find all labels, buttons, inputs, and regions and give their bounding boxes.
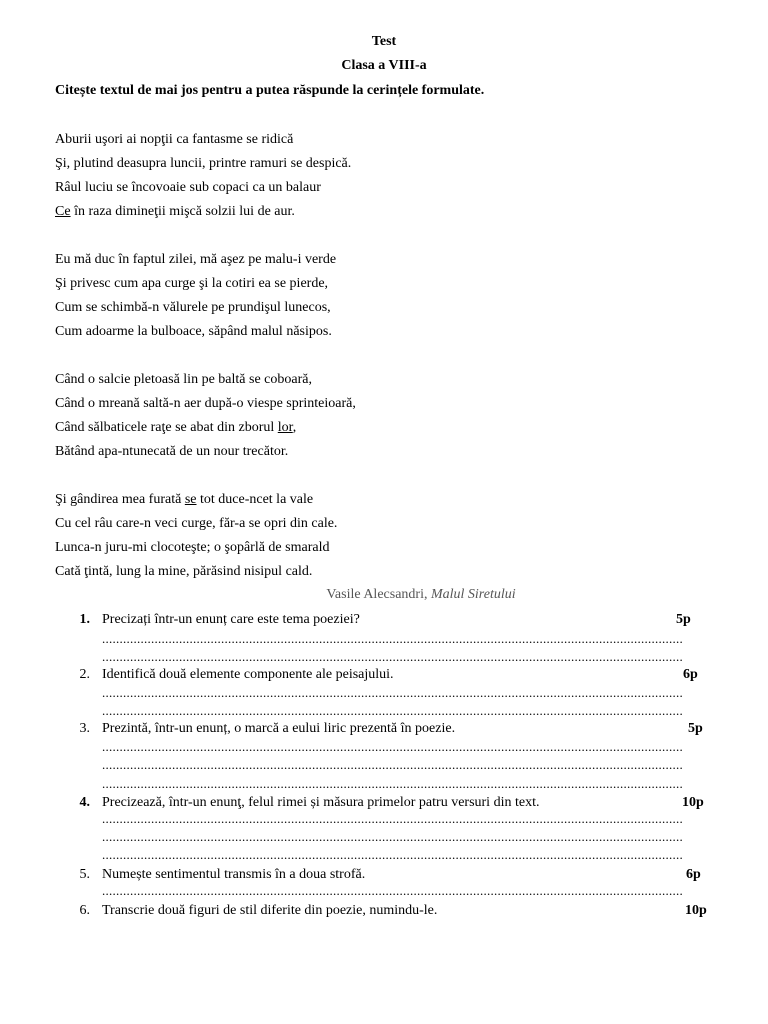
question-number: 4.	[79, 795, 90, 810]
question-number: 1.	[79, 612, 90, 627]
question-points: 5p	[688, 721, 703, 736]
poem-line: Cată ţintă, lung la mine, părăsind nisipul cald.	[55, 564, 313, 579]
poem-line: Aburii uşori ai nopţii ca fantasme se ridică	[55, 132, 294, 147]
poem-line-start: Şi gândirea mea furată	[55, 492, 185, 507]
answer-line[interactable]: ......................................................................................................................................................................	[102, 758, 683, 771]
poem-line-end: ,	[292, 420, 297, 435]
poem-line: Eu mă duc în faptul zilei, mă aşez pe malu-i verde	[55, 252, 337, 267]
answer-line[interactable]: ......................................................................................................................................................................	[102, 686, 683, 699]
poem-stanza-4	[55, 488, 337, 584]
poem-line: Când o mreană saltă-n aer după-o viespe sprinteioară,	[55, 396, 356, 411]
poem-stanza-2	[55, 248, 336, 344]
question-text: Transcrie două figuri de stil diferite din poezie, numindu-le.	[102, 903, 438, 918]
poem-line: Când o salcie pletoasă lin pe baltă se coboară,	[55, 372, 312, 387]
question-points: 5p	[676, 612, 691, 627]
poem-line: Cum se schimbă-n vălurele pe prundişul lunecos,	[55, 300, 331, 315]
underlined-word: se	[184, 492, 197, 507]
poem-line: Cu cel râu care-n veci curge, făr-a se opri din cale.	[55, 516, 338, 531]
answer-line[interactable]: ......................................................................................................................................................................	[102, 740, 683, 753]
question-text: Prezintă, într-un enunț, o marcă a eului liric prezentă în poezie.	[102, 721, 456, 736]
poem-line: Şi privesc cum apa curge şi la cotiri ea se pierde,	[55, 276, 329, 291]
question-points: 10p	[682, 795, 704, 810]
answer-line[interactable]: ......................................................................................................................................................................	[102, 704, 683, 717]
poem-line: Cum adoarme la bulboace, săpând malul năsipos.	[55, 324, 332, 339]
instruction-text: Citește textul de mai jos pentru a putea răspunde la cerințele formulate.	[55, 83, 485, 98]
question-points: 6p	[686, 867, 701, 882]
poem-line: Râul luciu se încovoaie sub copaci ca un balaur	[55, 180, 321, 195]
poem-line: Bătând apa-ntunecată de un nour trecător.	[55, 444, 289, 459]
answer-line[interactable]: ......................................................................................................................................................................	[102, 650, 683, 663]
answer-line[interactable]: ......................................................................................................................................................................	[102, 830, 683, 843]
poem-line	[55, 200, 351, 224]
class-title: Clasa a VIII-a	[341, 58, 427, 73]
question-number: 3.	[79, 721, 90, 736]
question-number: 6.	[79, 903, 90, 918]
poem-attribution	[0, 587, 768, 603]
poem-line	[55, 416, 356, 440]
underlined-word: lor	[277, 420, 293, 435]
question-text: Identifică două elemente componente ale peisajului.	[102, 667, 394, 682]
question-points: 10p	[685, 903, 707, 918]
question-number: 5.	[79, 867, 90, 882]
poem-stanza-1	[55, 128, 351, 224]
author-name: Vasile Alecsandri,	[326, 587, 428, 602]
answer-line[interactable]: ......................................................................................................................................................................	[102, 812, 683, 825]
answer-line[interactable]: ......................................................................................................................................................................	[102, 632, 683, 645]
poem-title: Malul Siretului	[430, 587, 516, 602]
poem-line: Lunca-n juru-mi clocoteşte; o şopârlă de smarald	[55, 540, 330, 555]
question-number: 2.	[79, 667, 90, 682]
question-points: 6p	[683, 667, 698, 682]
underlined-word: Ce	[55, 204, 71, 219]
question-text: Precizează, într-un enunţ, felul rimei și măsura primelor patru versuri din text.	[102, 795, 540, 810]
question-text: Numește sentimentul transmis în a doua strofă.	[102, 867, 366, 882]
question-text: Precizați într-un enunț care este tema poeziei?	[102, 612, 360, 627]
poem-stanza-3	[55, 368, 356, 464]
poem-line-end: tot duce-ncet la vale	[196, 492, 314, 507]
answer-line[interactable]: ......................................................................................................................................................................	[102, 777, 683, 790]
answer-line[interactable]: ......................................................................................................................................................................	[102, 884, 683, 897]
answer-line[interactable]: ......................................................................................................................................................................	[102, 848, 683, 861]
poem-line-start: Când sălbaticele raţe se abat din zborul	[55, 420, 278, 435]
poem-line-rest: în raza dimineţii mişcă solzii lui de aur.	[70, 204, 295, 219]
test-title: Test	[371, 34, 397, 49]
poem-line	[55, 488, 337, 512]
poem-line: Şi, plutind deasupra luncii, printre ramuri se despică.	[55, 156, 352, 171]
